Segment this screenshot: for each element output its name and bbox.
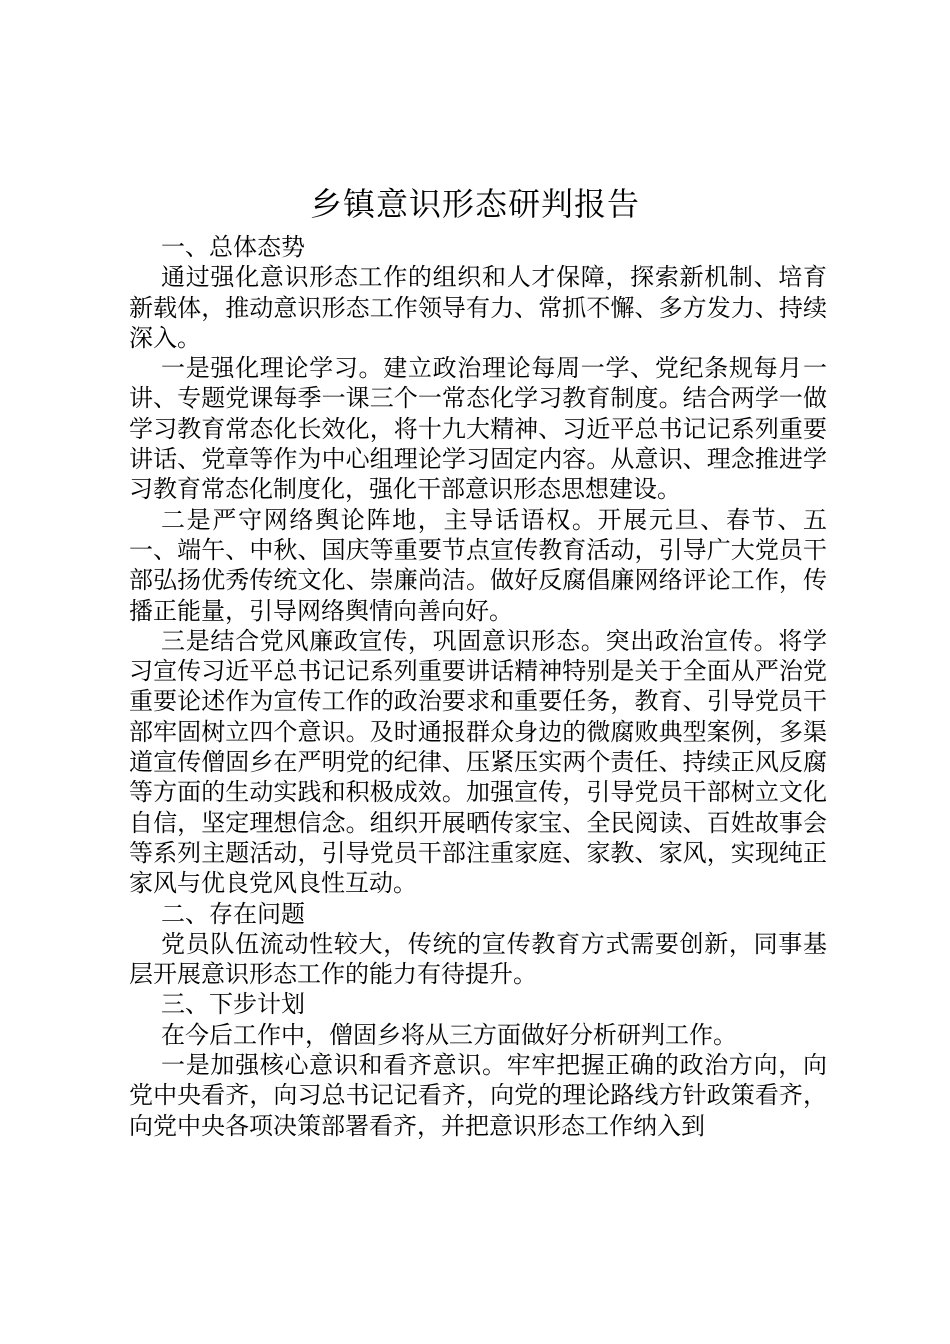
paragraph: 三是结合党风廉政宣传，巩固意识形态。突出政治宣传。将学习宣传习近平总书记记系列重要讲话精神特别是关于全面从严治党重要论述作为宣传工作的政治要求和重要任务，教育、引导党员干部牢固树立四个意识。及时通报群众身边的微腐败典型案例，多渠道宣传僧固乡在严明党的纪律、压紧压实两个责任、持续正风反腐等方面的生动实践和积极成效。加强宣传，引导党员干部树立文化自信，坚定理想信念。组织开展晒传家宝、全民阅读、百姓故事会等系列主题活动，引导党员干部注重家庭、家教、家风，实现纯正家风与优良党风良性互动。 bbox=[129, 626, 827, 898]
paragraph: 一是加强核心意识和看齐意识。牢牢把握正确的政治方向，向党中央看齐，向习总书记记看齐，向党的理论路线方针政策看齐，向党中央各项决策部署看齐，并把意识形态工作纳入到 bbox=[129, 1051, 827, 1140]
document-body bbox=[129, 232, 827, 1141]
paragraph: 在今后工作中，僧固乡将从三方面做好分析研判工作。 bbox=[161, 1020, 737, 1049]
paragraph: 通过强化意识形态工作的组织和人才保障，探索新机制、培育新载体，推动意识形态工作领导有力、常抓不懈、多方发力、持续深入。 bbox=[129, 263, 827, 352]
paragraph: 一是强化理论学习。建立政治理论每周一学、党纪条规每月一讲、专题党课每季一课三个一常态化学习教育制度。结合两学一做学习教育常态化长效化，将十九大精神、习近平总书记记系列重要讲话、党章等作为中心组理论学习固定内容。从意识、理念推进学习教育常态化制度化，强化干部意识形态思想建设。 bbox=[129, 354, 827, 504]
page-title: 乡镇意识形态研判报告 bbox=[309, 185, 640, 223]
section-heading-plans: 三、下步计划 bbox=[161, 990, 305, 1019]
paragraph: 党员队伍流动性较大，传统的宣传教育方式需要创新，同事基层开展意识形态工作的能力有待提升。 bbox=[129, 929, 827, 989]
section-heading-overall: 一、总体态势 bbox=[161, 233, 305, 261]
paragraph: 二是严守网络舆论阵地，主导话语权。开展元旦、春节、五一、端午、中秋、国庆等重要节点宣传教育活动，引导广大党员干部弘扬优秀传统文化、崇廉尚洁。做好反腐倡廉网络评论工作，传播正能量，引导网络舆情向善向好。 bbox=[129, 505, 827, 625]
section-heading-problems: 二、存在问题 bbox=[161, 899, 305, 928]
